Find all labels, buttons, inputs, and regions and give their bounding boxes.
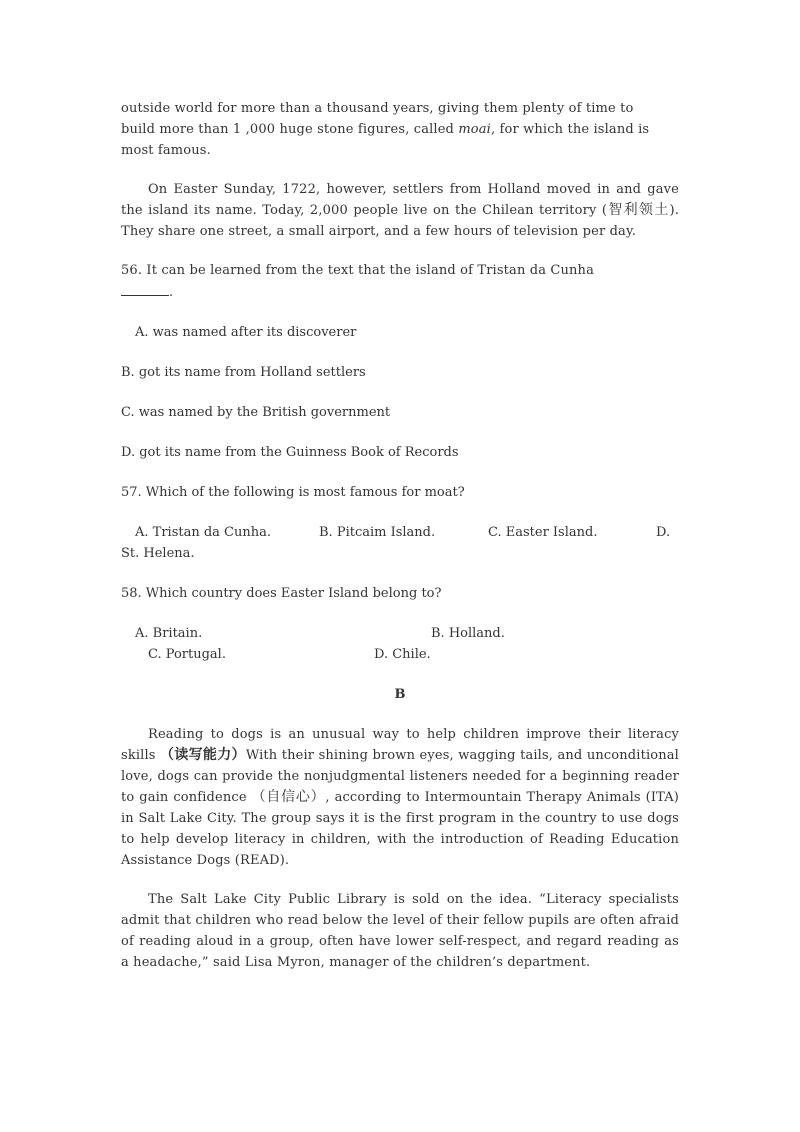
q57-option-d-cont: St. Helena. — [121, 546, 195, 561]
q57-option-a: A. Tristan da Cunha. — [135, 525, 271, 540]
q56-stem-text: 56. It can be learned from the text that the island of Tristan da Cunha — [121, 263, 594, 278]
q57-option-c: C. Easter Island. — [488, 525, 598, 540]
b-para1-cjk-confidence: （自信心） — [251, 789, 326, 805]
question-58-stem: 58. Which country does Easter Island belong to? — [121, 586, 442, 601]
q56-option-c: C. was named by the British government — [121, 405, 391, 420]
q58-options-row-2 — [121, 644, 679, 665]
moai-term: moai — [458, 122, 491, 137]
q56-option-a: A. was named after its discoverer — [135, 325, 357, 340]
question-57-stem: 57. Which of the following is most famous for moat? — [121, 485, 465, 500]
b-para1-t2: With their shining brown eyes, wagging tails, and unconditional love, dogs can provide the nonjudgmental listeners needed for a beginning reader to gain confidence — [121, 748, 679, 805]
q57-option-b: B. Pitcaim Island. — [319, 525, 436, 540]
q56-answer-blank — [121, 281, 169, 296]
q56-option-d: D. got its name from the Guinness Book of Records — [121, 445, 459, 460]
para2-text1: On Easter Sunday, 1722, however, settlers from Holland moved in and gave the island its name. Today, 2,000 people live on the Chilean territory ( — [121, 182, 679, 218]
passage-a-para1 — [121, 98, 679, 161]
q58-option-a: A. Britain. — [135, 626, 203, 641]
q56-option-b: B. got its name from Holland settlers — [121, 365, 366, 380]
q58-option-c: C. Portugal. — [148, 647, 226, 662]
b-para1-t1: Reading to dogs is an unusual way to help children improve their literacy skills — [121, 727, 679, 763]
question-56-stem — [121, 260, 679, 303]
document-page — [121, 98, 679, 973]
b-para1-t3: , according to Intermountain Therapy Animals (ITA) in Salt Lake City. The group says it is the first program in the country to use dogs to help develop literacy in children, with the introduction of Reading Education Assistance Dogs (READ). — [121, 790, 679, 868]
passage-b-para1 — [121, 724, 679, 871]
b-para1-cjk-literacy: （读写能力） — [160, 747, 246, 763]
passage-b-para2: The Salt Lake City Public Library is sold on the idea. “Literacy specialists admit that children who read below the level of their fellow pupils are often afraid of reading aloud in a group, often have lower self-respect, and regard reading as a headache,” said Lisa Myron, manager of the children’s department. — [121, 892, 679, 970]
q58-option-d: D. Chile. — [374, 647, 431, 662]
para1-line2-pre: build more than 1 ,000 huge stone figures, called — [121, 122, 459, 137]
section-b-heading: B — [394, 687, 406, 702]
q58-options-row-1 — [121, 623, 679, 644]
q58-option-b: B. Holland. — [431, 626, 505, 641]
q56-blank-end: . — [169, 285, 174, 300]
q57-option-d: D. — [656, 525, 671, 540]
para1-line2-post: , for which the island is — [490, 122, 650, 137]
passage-a-para2 — [121, 179, 679, 242]
para1-line1: outside world for more than a thousand years, giving them plenty of time to — [121, 101, 634, 116]
para2-cjk-gloss: 智利领土 — [607, 202, 670, 218]
q57-options-row — [121, 522, 679, 543]
para2-text2: ). They share one street, a small airport, and a few hours of television per day. — [121, 203, 679, 239]
para1-line3: most famous. — [121, 143, 211, 158]
